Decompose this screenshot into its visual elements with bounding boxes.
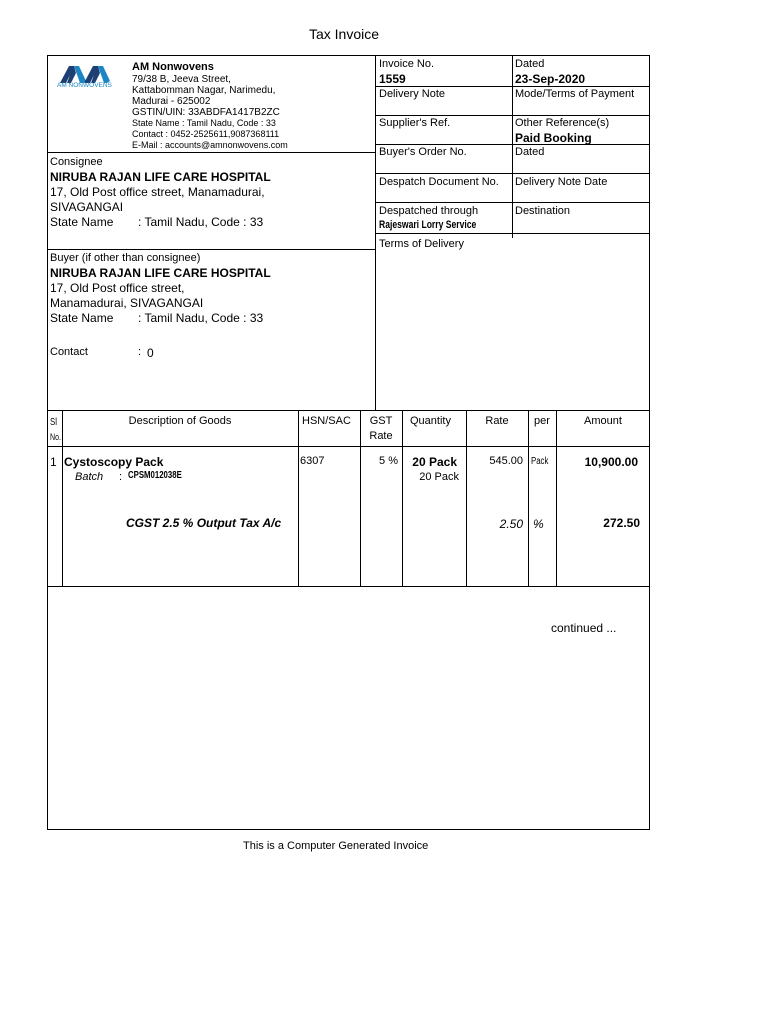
other-ref-label: Other Reference(s) [515,117,610,129]
buyer-label: Buyer (if other than consignee) [50,252,201,264]
dated2-label: Dated [515,146,545,158]
consignee-state-value: : Tamil Nadu, Code : 33 [138,215,264,229]
footer-note: This is a Computer Generated Invoice [243,840,429,852]
item-hsn: 6307 [300,455,325,467]
tax-line-per: % [533,517,544,531]
buyer-contact-label: Contact [50,346,88,358]
consignee-label: Consignee [50,156,103,168]
tax-line-label: CGST 2.5 % Output Tax A/c [126,516,282,530]
buyer-contact-colon: : [138,346,142,358]
destination-label: Destination [515,205,571,217]
delivery-note-date-label: Delivery Note Date [515,176,608,188]
buyer-address-2: Manamadurai, SIVAGANGAI [50,296,204,310]
header-description: Description of Goods [128,415,232,427]
tax-line-amount: 272.50 [603,516,640,530]
header-amount: Amount [584,415,622,427]
delivery-note-label: Delivery Note [379,88,446,100]
item-quantity-sub: 20 Pack [419,471,459,483]
header-gst: GST [369,415,393,427]
consignee-address-1: 17, Old Post office street, Manamadurai, [50,185,265,199]
buyers-order-label: Buyer's Order No. [379,146,467,158]
item-batch-value: CPSM012038E [128,470,182,481]
item-batch-label: Batch [75,471,104,483]
header-rate: Rate [485,415,509,427]
dated-label: Dated [515,58,545,70]
continued-text: continued ... [551,621,617,635]
despatched-through-value: Rajeswari Lorry Service [379,219,477,231]
header-sl: Sl [50,417,57,428]
company-contact: Contact : 0452-2525611,9087368111 [132,129,280,139]
buyer-contact-value: 0 [147,346,154,360]
terms-of-delivery-label: Terms of Delivery [379,238,464,250]
item-rate: 545.00 [489,455,523,467]
company-address-3: Madurai - 625002 [132,96,211,107]
mode-terms-label: Mode/Terms of Payment [515,88,635,100]
company-name: AM Nonwovens [132,61,214,73]
item-gst-rate: 5 % [379,455,398,467]
tax-line-rate: 2.50 [499,517,523,531]
buyer-address-1: 17, Old Post office street, [50,281,185,295]
invoice-no-value: 1559 [379,72,406,86]
header-gst-rate: Rate [369,430,393,442]
invoice-no-label: Invoice No. [379,58,435,70]
company-gstin: GSTIN/UIN: 33ABDFA1417B2ZC [132,107,280,118]
dated-value: 23-Sep-2020 [515,72,586,86]
despatch-doc-label: Despatch Document No. [379,176,499,188]
buyer-name: NIRUBA RAJAN LIFE CARE HOSPITAL [50,266,271,280]
item-description: Cystoscopy Pack [64,455,164,469]
logo-text: AM NONWOVENS [57,82,112,89]
company-address-1: 79/38 B, Jeeva Street, [132,74,231,85]
item-per: Pack [531,456,549,467]
consignee-name: NIRUBA RAJAN LIFE CARE HOSPITAL [50,170,271,184]
company-email: E-Mail : accounts@amnonwovens.com [132,140,288,150]
header-sl-no: No. [50,432,61,442]
header-quantity: Quantity [410,415,451,427]
despatched-through-label: Despatched through [379,205,479,217]
suppliers-ref-label: Supplier's Ref. [379,117,451,129]
item-sl: 1 [50,455,57,469]
header-col-divider [512,55,513,238]
header-per: per [534,415,550,427]
item-batch-colon: : [119,471,123,483]
item-amount: 10,900.00 [584,455,638,469]
company-state: State Name : Tamil Nadu, Code : 33 [132,118,276,128]
document-title: Tax Invoice [308,26,380,42]
company-address-2: Kattabomman Nagar, Narimedu, [132,85,276,96]
header-hsn: HSN/SAC [302,415,351,427]
item-quantity: 20 Pack [412,455,457,469]
buyer-state-value: : Tamil Nadu, Code : 33 [138,311,264,325]
consignee-state-label: State Name [50,215,114,229]
consignee-address-2: SIVAGANGAI [50,200,124,214]
buyer-state-label: State Name [50,311,114,325]
other-ref-value: Paid Booking [515,131,592,145]
